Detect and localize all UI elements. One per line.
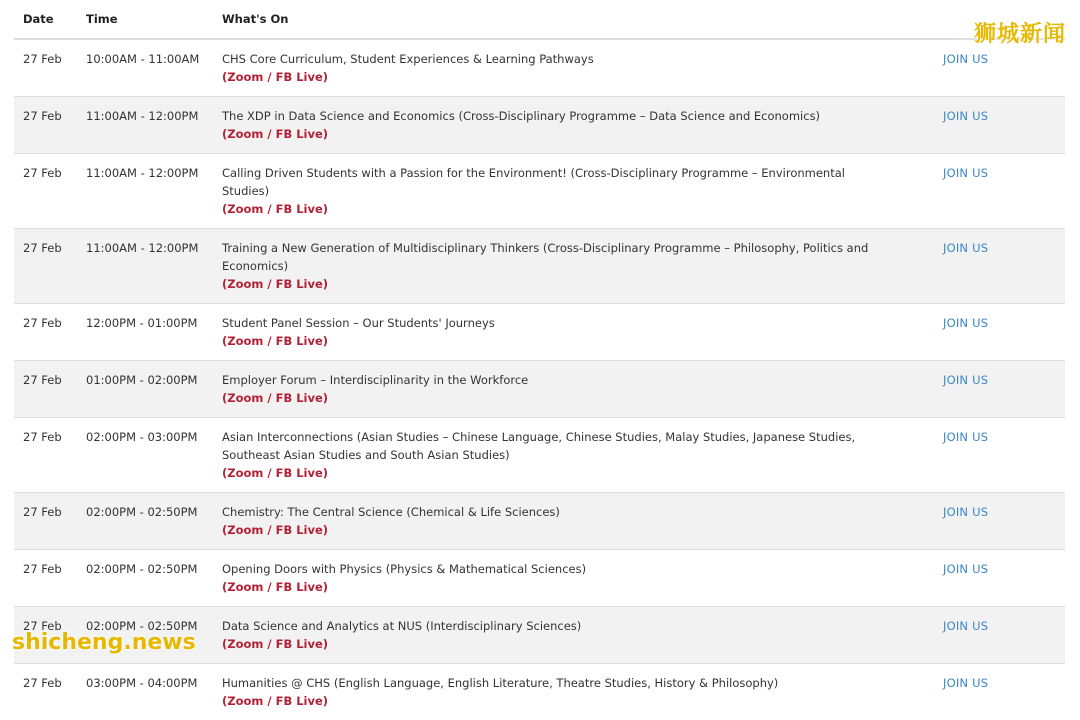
event-time: 10:00AM - 11:00AM	[77, 39, 213, 97]
event-title: Training a New Generation of Multidisciplinary Thinkers (Cross-Disciplinary Programme – Philosophy, Politics and Economics)	[222, 239, 934, 275]
event-time: 02:00PM - 03:00PM	[77, 418, 213, 493]
event-title: Asian Interconnections (Asian Studies – Chinese Language, Chinese Studies, Malay Studies, Japanese Studies, Southeast Asian Studies and South Asian Studies)	[222, 428, 934, 464]
watermark-bottom-left: shicheng.news	[12, 630, 196, 655]
table-row	[14, 229, 1065, 304]
table-row	[14, 361, 1065, 418]
event-time: 11:00AM - 12:00PM	[77, 97, 213, 154]
event-date: 27 Feb	[14, 550, 77, 607]
table-row	[14, 550, 1065, 607]
event-details	[213, 664, 934, 720]
header-whats-on: What's On	[213, 0, 934, 39]
event-mode: (Zoom / FB Live)	[222, 125, 934, 143]
event-action	[934, 361, 1065, 418]
event-details	[213, 418, 934, 493]
header-date: Date	[14, 0, 77, 39]
event-mode: (Zoom / FB Live)	[222, 68, 934, 86]
event-title: Opening Doors with Physics (Physics & Mathematical Sciences)	[222, 560, 934, 578]
event-action	[934, 664, 1065, 720]
event-mode: (Zoom / FB Live)	[222, 578, 934, 596]
table-row	[14, 418, 1065, 493]
event-action	[934, 607, 1065, 664]
join-us-link[interactable]: JOIN US	[943, 241, 988, 255]
join-us-link[interactable]: JOIN US	[943, 562, 988, 576]
event-action	[934, 229, 1065, 304]
table-row	[14, 304, 1065, 361]
join-us-link[interactable]: JOIN US	[943, 166, 988, 180]
event-title: Chemistry: The Central Science (Chemical & Life Sciences)	[222, 503, 934, 521]
table-row	[14, 493, 1065, 550]
event-title: Data Science and Analytics at NUS (Interdisciplinary Sciences)	[222, 617, 934, 635]
event-time: 02:00PM - 02:50PM	[77, 493, 213, 550]
event-date: 27 Feb	[14, 418, 77, 493]
table-row	[14, 154, 1065, 229]
event-date: 27 Feb	[14, 154, 77, 229]
header-row	[14, 0, 1065, 39]
event-details	[213, 304, 934, 361]
join-us-link[interactable]: JOIN US	[943, 430, 988, 444]
event-time: 02:00PM - 02:50PM	[77, 550, 213, 607]
event-mode: (Zoom / FB Live)	[222, 464, 934, 482]
event-details	[213, 154, 934, 229]
event-time: 02:00PM - 02:50PM	[77, 607, 213, 664]
event-time: 12:00PM - 01:00PM	[77, 304, 213, 361]
event-details	[213, 39, 934, 97]
join-us-link[interactable]: JOIN US	[943, 316, 988, 330]
event-title: Calling Driven Students with a Passion for the Environment! (Cross-Disciplinary Programme – Environmental Studies)	[222, 164, 934, 200]
event-time: 01:00PM - 02:00PM	[77, 361, 213, 418]
event-time: 03:00PM - 04:00PM	[77, 664, 213, 720]
event-details	[213, 97, 934, 154]
event-details	[213, 493, 934, 550]
event-mode: (Zoom / FB Live)	[222, 389, 934, 407]
table-body	[14, 39, 1065, 720]
event-date: 27 Feb	[14, 664, 77, 720]
table-row	[14, 97, 1065, 154]
event-date: 27 Feb	[14, 39, 77, 97]
header-time: Time	[77, 0, 213, 39]
event-date: 27 Feb	[14, 304, 77, 361]
join-us-link[interactable]: JOIN US	[943, 676, 988, 690]
join-us-link[interactable]: JOIN US	[943, 373, 988, 387]
event-title: Student Panel Session – Our Students' Journeys	[222, 314, 934, 332]
event-title: CHS Core Curriculum, Student Experiences & Learning Pathways	[222, 50, 934, 68]
event-action	[934, 154, 1065, 229]
event-time: 11:00AM - 12:00PM	[77, 154, 213, 229]
events-table	[14, 0, 1065, 720]
event-mode: (Zoom / FB Live)	[222, 692, 934, 710]
event-time: 11:00AM - 12:00PM	[77, 229, 213, 304]
event-action	[934, 418, 1065, 493]
event-mode: (Zoom / FB Live)	[222, 332, 934, 350]
event-title: The XDP in Data Science and Economics (Cross-Disciplinary Programme – Data Science and Economics)	[222, 107, 934, 125]
event-details	[213, 361, 934, 418]
join-us-link[interactable]: JOIN US	[943, 505, 988, 519]
event-date: 27 Feb	[14, 361, 77, 418]
event-date: 27 Feb	[14, 493, 77, 550]
event-title: Employer Forum – Interdisciplinarity in the Workforce	[222, 371, 934, 389]
join-us-link[interactable]: JOIN US	[943, 52, 988, 66]
event-mode: (Zoom / FB Live)	[222, 200, 934, 218]
table-row	[14, 664, 1065, 720]
event-date: 27 Feb	[14, 97, 77, 154]
event-date: 27 Feb	[14, 607, 77, 664]
table-row	[14, 39, 1065, 97]
event-mode: (Zoom / FB Live)	[222, 635, 934, 653]
event-mode: (Zoom / FB Live)	[222, 275, 934, 293]
event-action	[934, 304, 1065, 361]
join-us-link[interactable]: JOIN US	[943, 619, 988, 633]
event-action	[934, 97, 1065, 154]
event-details	[213, 607, 934, 664]
event-mode: (Zoom / FB Live)	[222, 521, 934, 539]
event-title: Humanities @ CHS (English Language, English Literature, Theatre Studies, History & Philosophy)	[222, 674, 934, 692]
join-us-link[interactable]: JOIN US	[943, 109, 988, 123]
event-action	[934, 550, 1065, 607]
watermark-top-right: 狮城新闻	[974, 17, 1066, 48]
event-date: 27 Feb	[14, 229, 77, 304]
table-header	[14, 0, 1065, 39]
event-details	[213, 229, 934, 304]
event-details	[213, 550, 934, 607]
event-action	[934, 493, 1065, 550]
